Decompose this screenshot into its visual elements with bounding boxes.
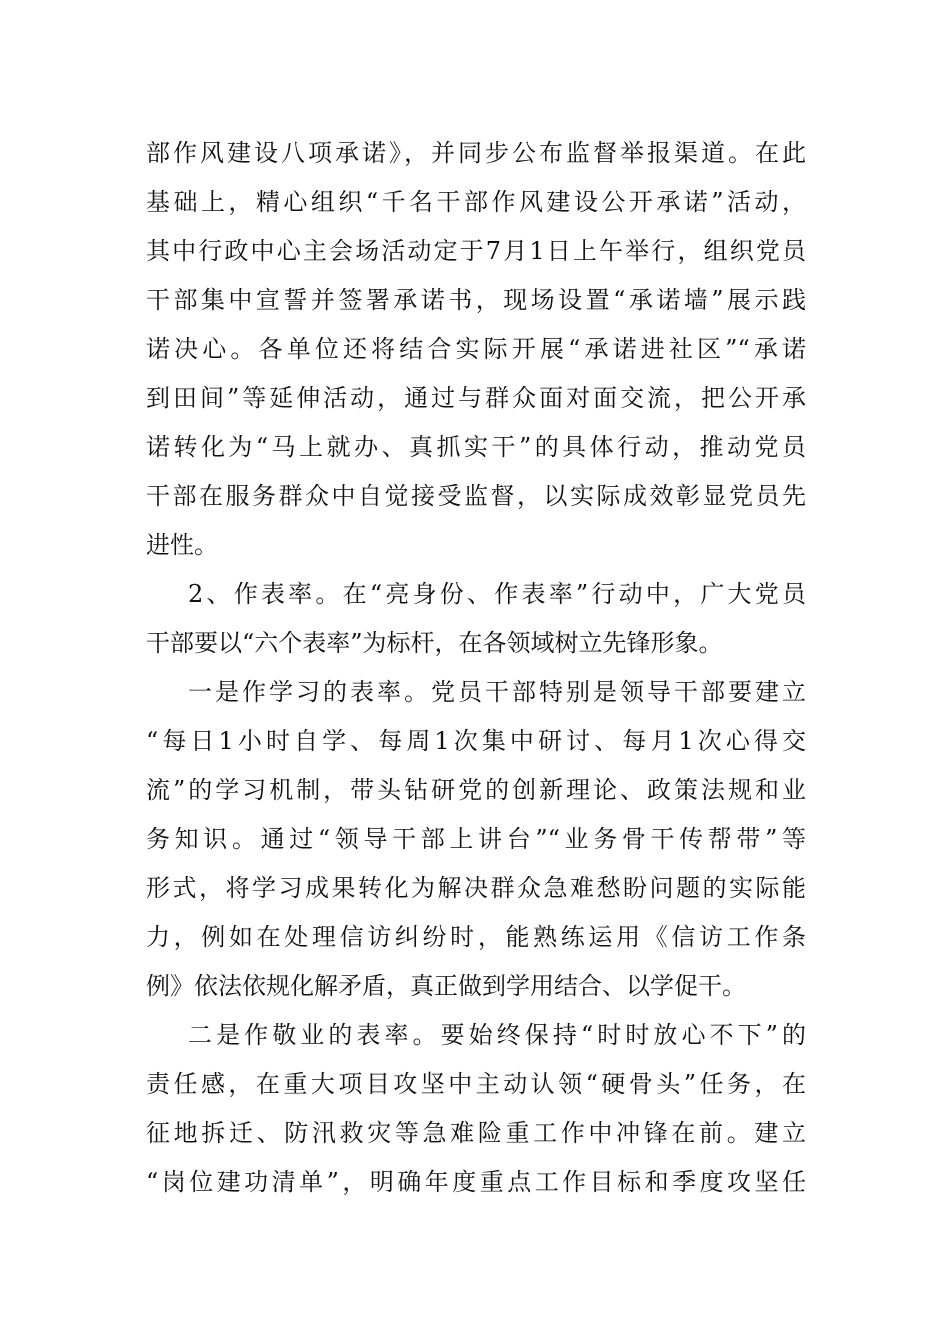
text-line: 力，例如在处理信访纠纷时，能熟练运用《信访工作条 <box>146 923 806 951</box>
text-line: 到田间”等延伸活动，通过与群众面对面交流，把公开承 <box>146 384 806 412</box>
paragraph <box>146 1020 806 1216</box>
paragraph <box>146 677 806 1020</box>
text-line: 进性。 <box>146 531 218 559</box>
text-line: 例》依法依规化解矛盾，真正做到学用结合、以学促干。 <box>146 972 746 1000</box>
text-line: 诺决心。各单位还将结合实际开展“承诺进社区”“承诺 <box>146 335 806 363</box>
document-page-body <box>146 138 806 1216</box>
paragraph <box>146 579 806 677</box>
text-line: 基础上，精心组织“千名干部作风建设公开承诺”活动， <box>146 188 806 216</box>
text-line: 其中行政中心主会场活动定于7月1日上午举行，组织党员 <box>146 237 806 265</box>
text-line: 责任感，在重大项目攻坚中主动认领“硬骨头”任务，在 <box>146 1070 806 1098</box>
paragraph <box>146 138 806 579</box>
text-line: 二是作敬业的表率。要始终保持“时时放心不下”的 <box>188 1021 806 1049</box>
text-line: 务知识。通过“领导干部上讲台”“业务骨干传帮带”等 <box>146 825 806 853</box>
text-line: 干部要以“六个表率”为标杆，在各领域树立先锋形象。 <box>146 629 723 657</box>
text-line: 部作风建设八项承诺》，并同步公布监督举报渠道。在此 <box>146 139 806 167</box>
text-line: 干部在服务群众中自觉接受监督，以实际成效彰显党员先 <box>146 482 806 510</box>
text-line: 形式，将学习成果转化为解决群众急难愁盼问题的实际能 <box>146 874 806 902</box>
text-line: “岗位建功清单”，明确年度重点工作目标和季度攻坚任 <box>146 1168 806 1196</box>
text-line: 征地拆迁、防汛救灾等急难险重工作中冲锋在前。建立 <box>146 1119 806 1147</box>
text-line: “每日1小时自学、每周1次集中研讨、每月1次心得交 <box>146 727 806 755</box>
text-line: 诺转化为“马上就办、真抓实干”的具体行动，推动党员 <box>146 433 806 461</box>
text-line: 2、作表率。在“亮身份、作表率”行动中，广大党员 <box>188 580 806 608</box>
text-line: 一是作学习的表率。党员干部特别是领导干部要建立 <box>188 678 806 706</box>
text-line: 干部集中宣誓并签署承诺书，现场设置“承诺墙”展示践 <box>146 286 806 314</box>
text-line: 流”的学习机制，带头钻研党的创新理论、政策法规和业 <box>146 776 806 804</box>
